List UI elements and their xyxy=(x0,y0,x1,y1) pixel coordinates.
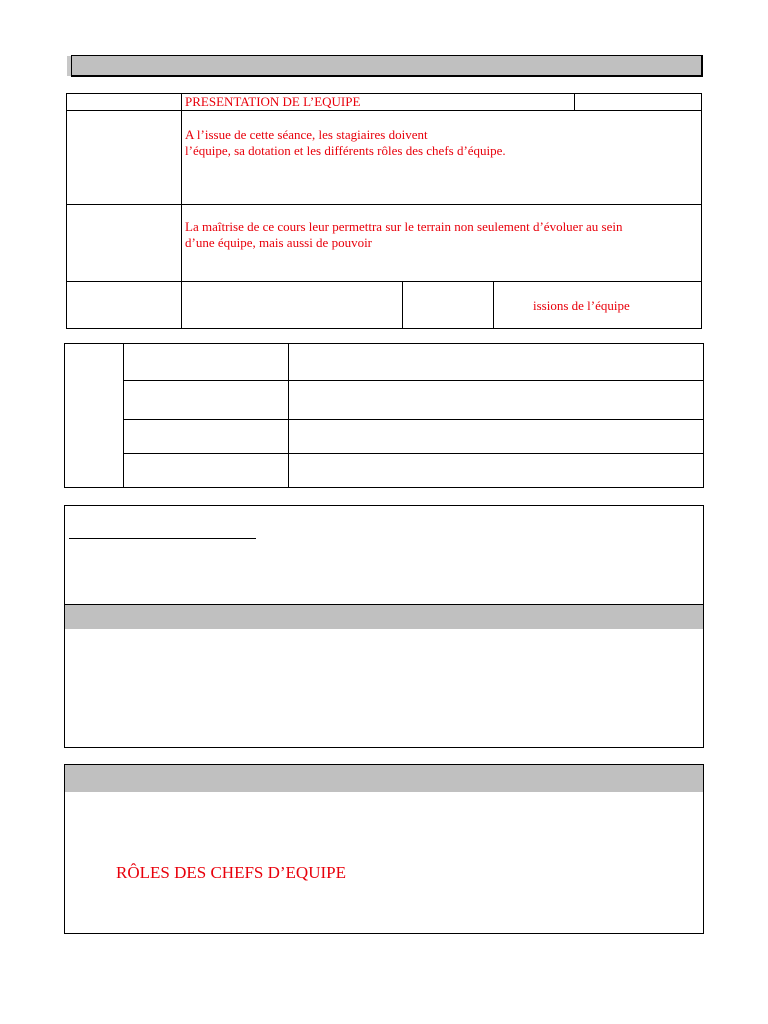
lesson-table-col-divider-2 xyxy=(574,93,575,110)
details-table xyxy=(64,343,704,488)
title-bar xyxy=(71,55,703,77)
roles-title: RÔLES DES CHEFS D’EQUIPE xyxy=(116,863,346,882)
missions-text: issions de l’équipe xyxy=(533,298,630,313)
lesson-table-col-divider-1 xyxy=(181,93,182,329)
motivation-line-1: La maîtrise de ce cours leur permettra sur le terrain non seulement d’évoluer au sein xyxy=(185,219,623,234)
motivation-line-2: d’une équipe, mais aussi de pouvoir xyxy=(185,235,373,250)
details-table-row-divider-1 xyxy=(123,380,704,381)
lesson-table-col-divider-4 xyxy=(493,281,494,329)
underline-rule xyxy=(69,538,256,539)
roles-box-gray-band xyxy=(65,765,703,792)
lesson-table-row-divider-2 xyxy=(66,204,702,205)
details-table-col-divider-2 xyxy=(288,343,289,488)
details-table-row-divider-3 xyxy=(123,453,704,454)
objective-line-2: l’équipe, sa dotation et les différents rôles des chefs d’équipe. xyxy=(185,143,506,158)
details-table-row-divider-2 xyxy=(123,419,704,420)
lesson-title: PRESENTATION DE L’EQUIPE xyxy=(185,94,361,109)
lesson-table-row-divider-3 xyxy=(66,281,702,282)
lesson-table-col-divider-3 xyxy=(402,281,403,329)
content-box-gray-band xyxy=(65,604,703,629)
objective-line-1: A l’issue de cette séance, les stagiaires doivent xyxy=(185,127,428,142)
details-table-col-divider-1 xyxy=(123,343,124,488)
lesson-table-row-divider-1 xyxy=(66,110,702,111)
